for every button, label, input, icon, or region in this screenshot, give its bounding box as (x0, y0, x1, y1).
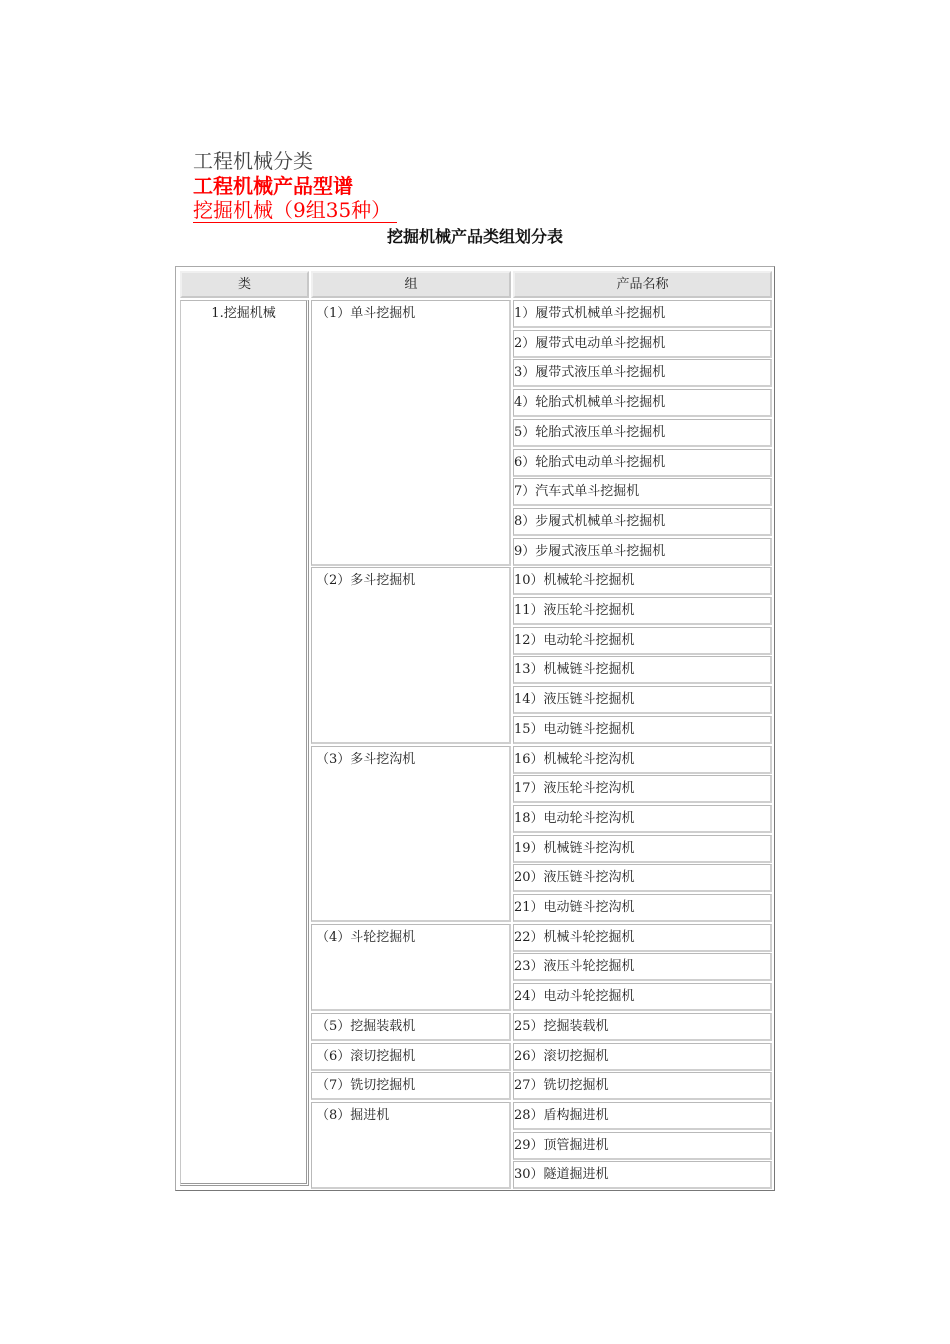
product-cell: 21）电动链斗挖沟机 (513, 894, 772, 922)
product-cell: 1）履带式机械单斗挖掘机 (513, 300, 772, 328)
product-cell: 28）盾构掘进机 (513, 1102, 772, 1130)
product-cell: 14）液压链斗挖掘机 (513, 686, 772, 714)
table-title: 挖掘机械产品类组划分表 (386, 227, 563, 246)
product-cell: 17）液压轮斗挖沟机 (513, 775, 772, 803)
group-cell: （1）单斗挖掘机 (311, 300, 511, 566)
product-cell: 2）履带式电动单斗挖掘机 (513, 330, 772, 358)
group-cell: （2）多斗挖掘机 (311, 567, 511, 744)
group-cell: （6）滚切挖掘机 (311, 1043, 511, 1071)
group-cell: （3）多斗挖沟机 (311, 746, 511, 923)
product-cell: 19）机械链斗挖沟机 (513, 835, 772, 863)
product-cell: 18）电动轮斗挖沟机 (513, 805, 772, 833)
header-group: 组 (311, 271, 511, 298)
product-cell: 20）液压链斗挖沟机 (513, 864, 772, 892)
product-cell: 26）滚切挖掘机 (513, 1043, 772, 1071)
product-cell: 25）挖掘装载机 (513, 1013, 772, 1041)
product-cell: 27）铣切挖掘机 (513, 1072, 772, 1100)
header-product-name: 产品名称 (513, 271, 772, 298)
category-link[interactable]: 挖掘机械（9组35种） (193, 198, 397, 223)
product-cell: 30）隧道掘进机 (513, 1161, 772, 1189)
product-cell: 6）轮胎式电动单斗挖掘机 (513, 449, 772, 477)
product-cell: 9）步履式液压单斗挖掘机 (513, 538, 772, 566)
product-cell: 15）电动链斗挖掘机 (513, 716, 772, 744)
group-cell: （4）斗轮挖掘机 (311, 924, 511, 1012)
product-cell: 3）履带式液压单斗挖掘机 (513, 359, 772, 387)
product-cell: 22）机械斗轮挖掘机 (513, 924, 772, 952)
product-cell: 5）轮胎式液压单斗挖掘机 (513, 419, 772, 447)
group-cell: （8）掘进机 (311, 1102, 511, 1190)
header-category: 类 (180, 271, 309, 298)
classification-table (175, 266, 775, 1191)
group-cell: （5）挖掘装载机 (311, 1013, 511, 1041)
product-cell: 29）顶管掘进机 (513, 1132, 772, 1160)
product-cell: 8）步履式机械单斗挖掘机 (513, 508, 772, 536)
product-cell: 24）电动斗轮挖掘机 (513, 983, 772, 1011)
group-cell: （7）铣切挖掘机 (311, 1072, 511, 1100)
section-heading: 工程机械分类 (193, 149, 313, 173)
product-cell: 23）液压斗轮挖掘机 (513, 953, 772, 981)
product-cell: 4）轮胎式机械单斗挖掘机 (513, 389, 772, 417)
product-cell: 16）机械轮斗挖沟机 (513, 746, 772, 774)
product-cell: 12）电动轮斗挖掘机 (513, 627, 772, 655)
category-cell: 1.挖掘机械 (180, 300, 309, 1186)
product-cell: 7）汽车式单斗挖掘机 (513, 478, 772, 506)
heading-block (193, 148, 593, 223)
product-cell: 11）液压轮斗挖掘机 (513, 597, 772, 625)
product-cell: 13）机械链斗挖掘机 (513, 656, 772, 684)
spectrum-heading: 工程机械产品型谱 (193, 174, 353, 198)
product-cell: 10）机械轮斗挖掘机 (513, 567, 772, 595)
